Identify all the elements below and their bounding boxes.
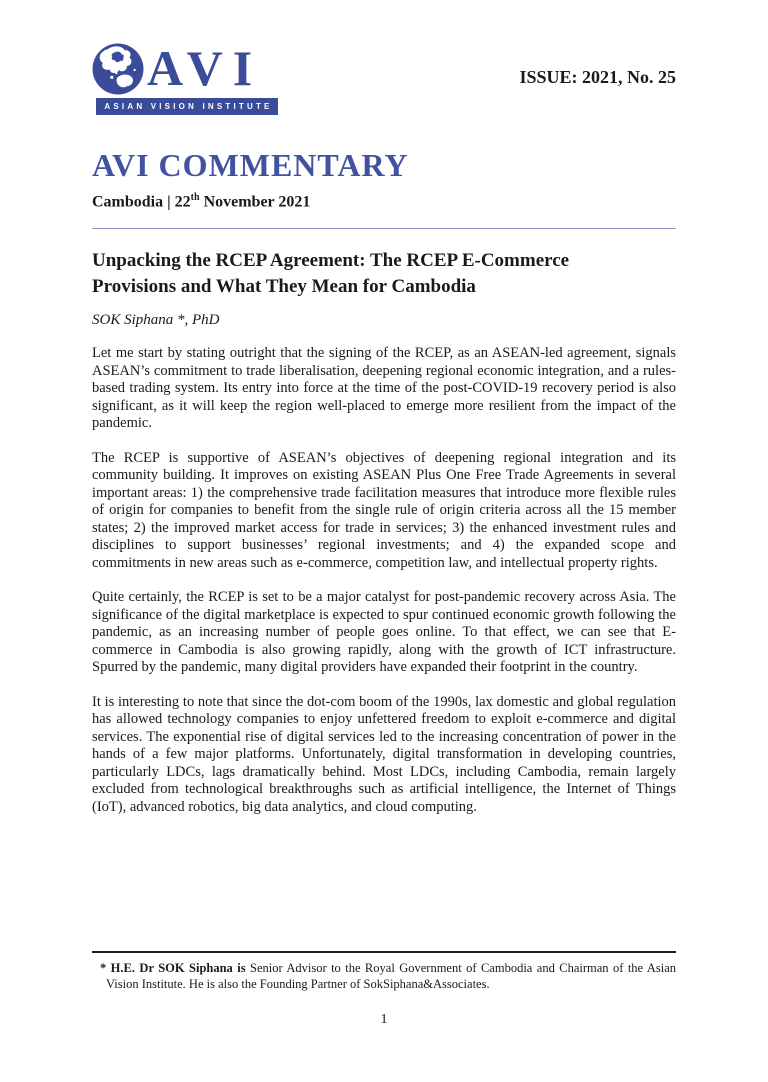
paragraph-2: The RCEP is supportive of ASEAN’s objectives of deepening regional integration and its community building. It improves on existing ASEAN Plus One Free Trade Agreements in several important areas: 1) the comprehensive trade facilitation measures that introduce more flexible rules of origin for companies to benefit from the single rule of origin criteria across all the 15 member states; 2) the improved market access for trade in services; 3) the enhanced investment rules and disciplines to support businesses’ regional investments; and 4) the expanded scope and commitments in new areas such as e-commerce, competition law, and intellectual property rights. <box>92 449 676 571</box>
dateline-prefix: Cambodia | 22 <box>92 193 191 211</box>
footnote-block <box>92 951 676 992</box>
paragraph-4: It is interesting to note that since the dot-com boom of the 1990s, lax domestic and global regulation has allowed technology companies to enjoy unfettered freedom to exploit e-commerce and digital services. The exponential rise of digital services led to the increasing concentration of power in the hands of a few major platforms. Unfortunately, digital transformation in developing countries, particularly LDCs, lags dramatically behind. Most LDCs, including Cambodia, remain largely excluded from technological breakthroughs such as artificial intelligence, the Internet of Things (IoT), advanced robotics, big data analytics, and cloud computing. <box>92 693 676 815</box>
footnote-lead: * H.E. Dr SOK Siphana is <box>100 961 246 975</box>
avi-wordmark: AVI <box>147 40 263 96</box>
footnote-separator-rule <box>92 951 676 953</box>
article-body <box>92 345 676 816</box>
article-title-line1: Unpacking the RCEP Agreement: The RCEP E-Commerce <box>92 250 570 272</box>
commentary-masthead-title: AVI COMMENTARY <box>92 147 409 183</box>
paragraph-3: Quite certainly, the RCEP is set to be a major catalyst for post-pandemic recovery across Asia. The significance of the digital marketplace is expected to spur continued economic growth following the pandemic, as an increasing number of people goes online. To that effect, we can see that E-commerce in Cambodia is also growing rapidly, along with the growth of ICT infrastructure. Spurred by the pandemic, many digital providers have expanded their footprint in the country. <box>92 589 676 676</box>
issue-label: ISSUE: 2021, No. 25 <box>519 67 676 87</box>
header-divider-rule <box>92 228 676 229</box>
article-title <box>92 248 676 300</box>
paragraph-1: Let me start by stating outright that the signing of the RCEP, as an ASEAN-led agreement, signals ASEAN’s commitment to trade liberalisation, deepening regional economic integration, and a rules-based trading system. Its entry into force at the time of the post-COVID-19 recovery period is also significant, as it will keep the region well-placed to emerge more resilient from the impact of the pandemic. <box>92 345 676 432</box>
author-byline: SOK Siphana *, PhD <box>92 312 220 329</box>
globe-icon <box>92 43 144 95</box>
avi-tagline-bar: ASIAN VISION INSTITUTE <box>96 98 278 115</box>
avi-logo <box>92 40 292 115</box>
footnote-text <box>92 960 676 992</box>
dateline <box>92 192 676 211</box>
page-number: 1 <box>380 1012 388 1027</box>
article-title-line2: Provisions and What They Mean for Cambodia <box>92 276 476 298</box>
avi-logo-top <box>92 40 292 96</box>
dateline-ordinal: th <box>190 192 200 203</box>
dateline-suffix: November 2021 <box>199 193 311 211</box>
footnote-body: Senior Advisor to the Royal Government of Cambodia and Chairman of the Asian Vision Institute. He is also the Founding Partner of SokSiphana&Associates. <box>106 961 676 991</box>
page-header <box>92 40 676 115</box>
